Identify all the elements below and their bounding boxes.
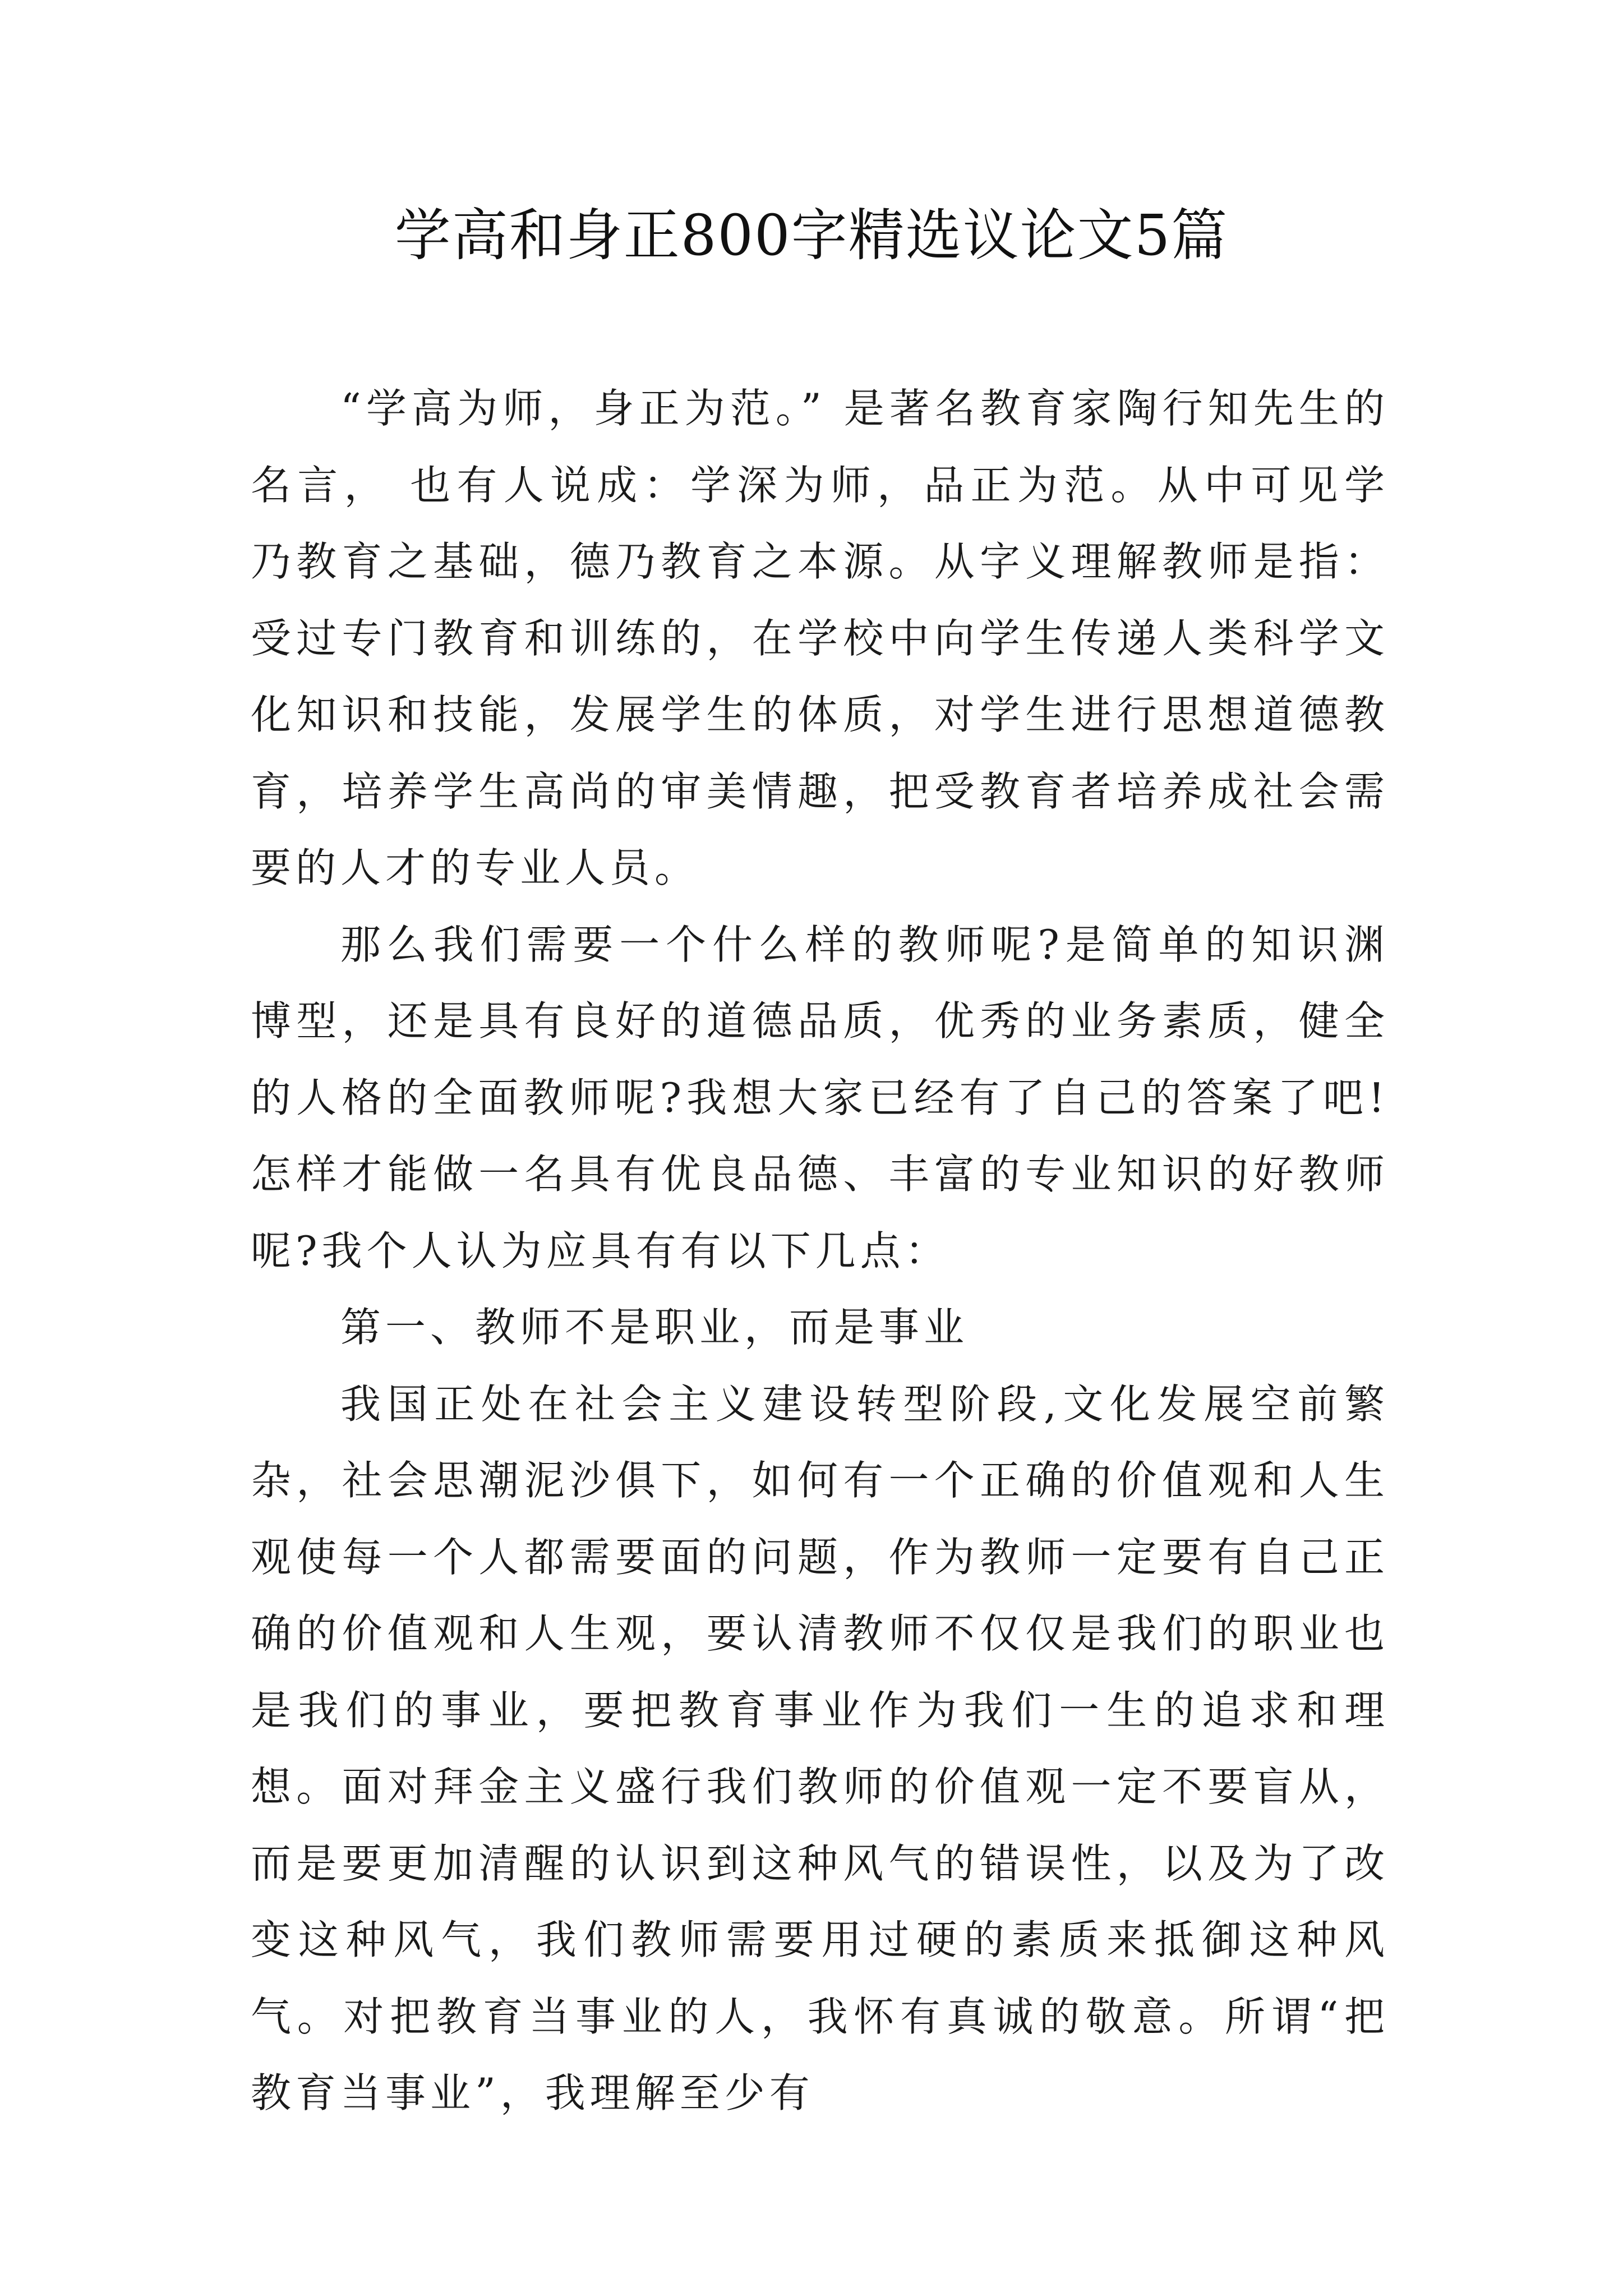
paragraph-career: 我国正处在社会主义建设转型阶段,文化发展空前繁杂，社会思潮泥沙俱下，如何有一个正确的价值观和人生观使每一个人都需要面的问题，作为教师一定要有自己正确的价值观和人生观，要认清教师不仅仅是我们的职业也是我们的事业，要把教育事业作为我们一生的追求和理想。面对拜金主义盛行我们教师的价值观一定不要盲从，而是要更加清醒的认识到这种风气的错误性，以及为了改变这种风气，我们教师需要用过硬的素质来抵御这种风气。对把教育当事业的人，我怀有真诚的敬意。所谓“把教育当事业”，我理解至少有 [251, 1380, 1389, 2116]
document-title: 学高和身正800字精选议论文5篇 [394, 203, 1229, 268]
document-body [251, 370, 1389, 2132]
paragraph-intro: “学高为师，身正为范。” 是著名教育家陶行知先生的名言， 也有人说成：学深为师，品正为范。从中可见学乃教育之基础，德乃教育之本源。从字义理解教师是指：受过专门教育和训练的，在学校中向学生传递人类科学文化知识和技能，发展学生的体质，对学生进行思想道德教育，培养学生高尚的审美情趣，把受教育者培养成社会需要的人才的专业人员。 [251, 385, 1389, 891]
paragraph-question: 那么我们需要一个什么样的教师呢?是简单的知识渊博型，还是具有良好的道德品质，优秀的业务素质，健全的人格的全面教师呢?我想大家已经有了自己的答案了吧!怎样才能做一名具有优良品德、丰富的专业知识的好教师呢?我个人认为应具有有以下几点： [251, 921, 1389, 1274]
section-heading-first: 第一、教师不是职业，而是事业 [340, 1304, 969, 1351]
